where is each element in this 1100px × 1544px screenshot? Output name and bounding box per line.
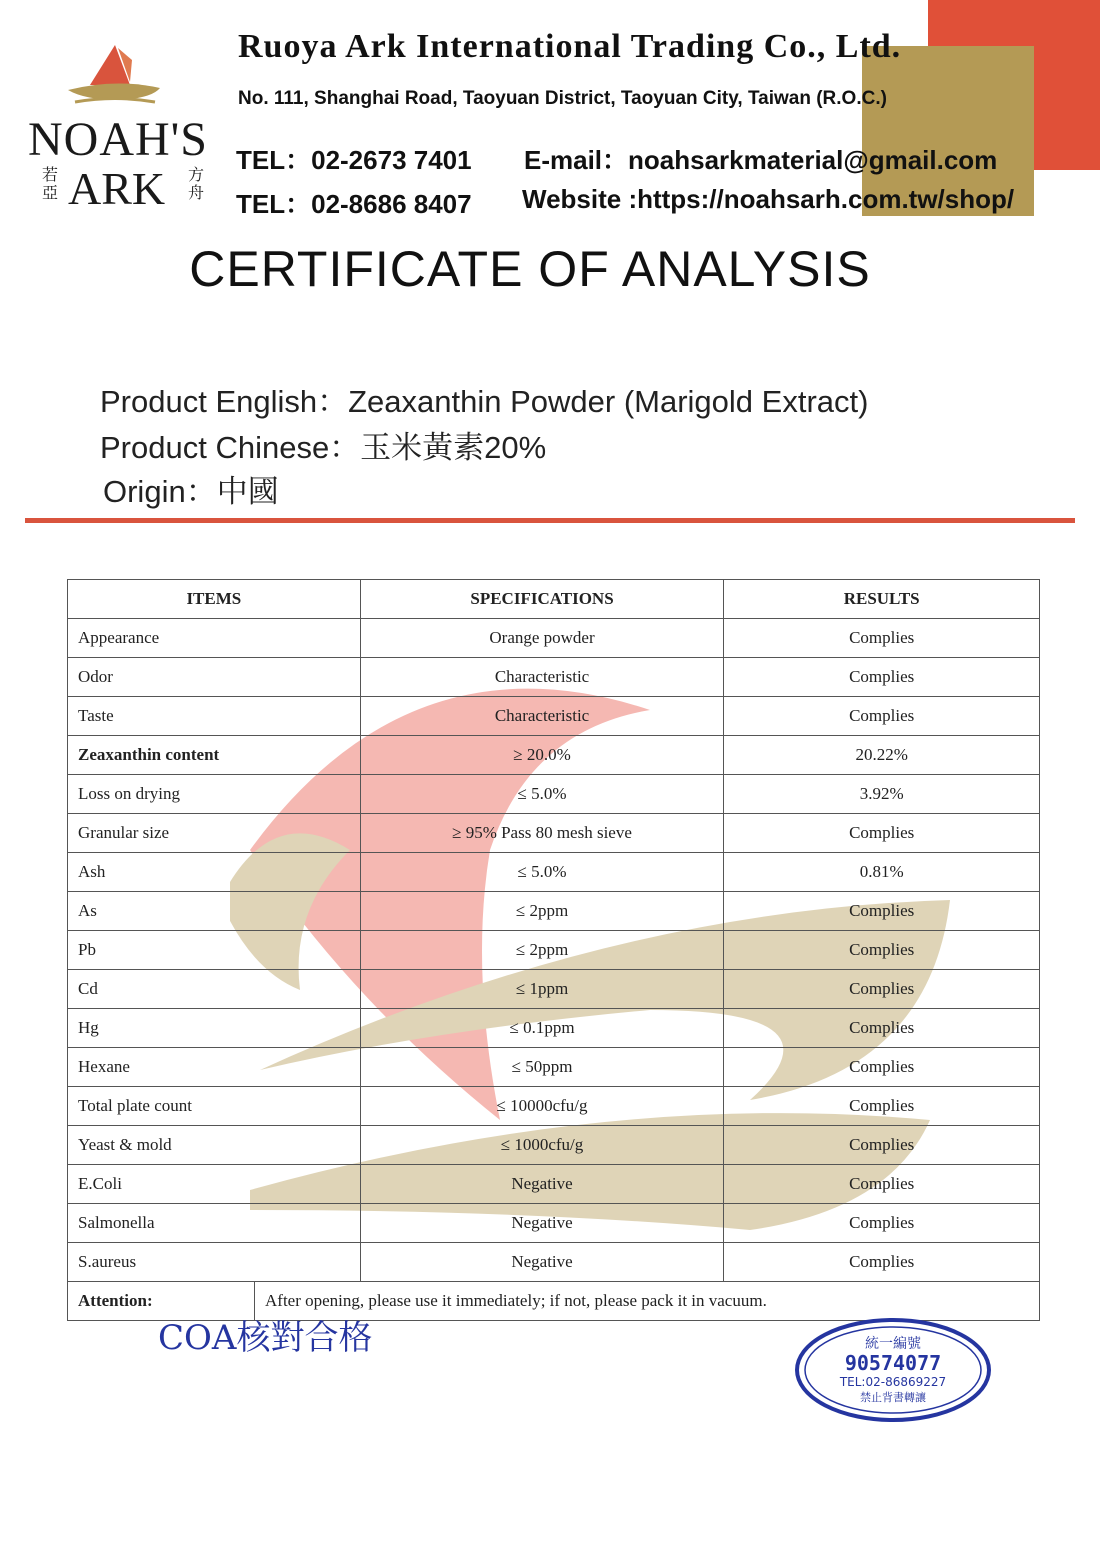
website: Website :https://noahsarh.com.tw/shop/ — [522, 184, 1015, 214]
item-cell: Yeast & mold — [68, 1126, 361, 1165]
col-header-items: ITEMS — [68, 580, 361, 619]
attention-text: After opening, please use it immediately; if not, please pack it in vacuum. — [265, 1291, 767, 1310]
product-origin: Origin：中國 — [103, 474, 279, 509]
company-seal-icon — [793, 1316, 993, 1424]
item-cell: Hg — [68, 1009, 361, 1048]
table-row — [68, 736, 1040, 775]
result-cell: Complies — [724, 970, 1040, 1009]
table-row — [68, 1243, 1040, 1282]
seal-line-1: 統一編號 — [865, 1336, 921, 1352]
seal-line-2: 90574077 — [844, 1351, 942, 1375]
company-address: No. 111, Shanghai Road, Taoyuan District, Taoyuan City, Taiwan (R.O.C.) — [238, 88, 887, 109]
result-cell: Complies — [724, 1009, 1040, 1048]
item-cell: Taste — [68, 697, 361, 736]
table-row — [68, 1087, 1040, 1126]
spec-cell: ≤ 5.0% — [360, 775, 724, 814]
spec-cell: ≤ 1000cfu/g — [360, 1126, 724, 1165]
item-cell: Odor — [68, 658, 361, 697]
col-header-specifications: SPECIFICATIONS — [360, 580, 724, 619]
result-cell: Complies — [724, 697, 1040, 736]
table-row — [68, 1048, 1040, 1087]
item-cell: S.aureus — [68, 1243, 361, 1282]
result-cell: Complies — [724, 1165, 1040, 1204]
item-cell: E.Coli — [68, 1165, 361, 1204]
spec-cell: ≤ 2ppm — [360, 931, 724, 970]
table-row — [68, 697, 1040, 736]
ship-logo-icon — [60, 40, 170, 110]
result-cell: Complies — [724, 1087, 1040, 1126]
logo-wordmark: NOAH'S — [28, 113, 208, 166]
result-cell: Complies — [724, 619, 1040, 658]
tel-1: TEL：02-2673 7401 — [236, 145, 472, 175]
spec-cell: ≤ 0.1ppm — [360, 1009, 724, 1048]
table-row — [68, 1009, 1040, 1048]
spec-cell: Characteristic — [360, 658, 724, 697]
item-cell: Loss on drying — [68, 775, 361, 814]
item-cell: Appearance — [68, 619, 361, 658]
result-cell: Complies — [724, 1126, 1040, 1165]
spec-cell: ≥ 20.0% — [360, 736, 724, 775]
logo-cjk-left: 若亞 — [42, 165, 59, 202]
result-cell: Complies — [724, 1243, 1040, 1282]
item-cell: As — [68, 892, 361, 931]
spec-cell: Characteristic — [360, 697, 724, 736]
spec-cell: Negative — [360, 1243, 724, 1282]
spec-cell: ≤ 5.0% — [360, 853, 724, 892]
table-row — [68, 1165, 1040, 1204]
coa-table — [67, 579, 1040, 1321]
divider — [25, 518, 1075, 523]
col-header-results: RESULTS — [724, 580, 1040, 619]
table-row — [68, 658, 1040, 697]
item-cell: Ash — [68, 853, 361, 892]
product-english: Product English：Zeaxanthin Powder (Marigold Extract) — [100, 384, 869, 419]
logo-cjk-right: 方舟 — [188, 165, 205, 202]
item-cell: Zeaxanthin content — [68, 736, 361, 775]
item-cell: Granular size — [68, 814, 361, 853]
table-row — [68, 1126, 1040, 1165]
company-name: Ruoya Ark International Trading Co., Ltd. — [238, 28, 902, 65]
result-cell: Complies — [724, 814, 1040, 853]
result-cell: Complies — [724, 892, 1040, 931]
result-cell: 20.22% — [724, 736, 1040, 775]
product-chinese: Product Chinese：玉米黃素20% — [100, 430, 547, 465]
table-row — [68, 853, 1040, 892]
table-row — [68, 1204, 1040, 1243]
spec-cell: ≥ 95% Pass 80 mesh sieve — [360, 814, 724, 853]
seal-line-3: TEL:02-86869227 — [839, 1375, 947, 1389]
attention-label: Attention: — [68, 1282, 255, 1320]
item-cell: Cd — [68, 970, 361, 1009]
table-row — [68, 619, 1040, 658]
spec-cell: ≤ 2ppm — [360, 892, 724, 931]
item-cell: Hexane — [68, 1048, 361, 1087]
spec-cell: ≤ 10000cfu/g — [360, 1087, 724, 1126]
spec-cell: ≤ 1ppm — [360, 970, 724, 1009]
result-cell: 3.92% — [724, 775, 1040, 814]
spec-cell: Negative — [360, 1165, 724, 1204]
logo-wordmark-ark: ARK — [68, 163, 166, 214]
spec-cell: Negative — [360, 1204, 724, 1243]
item-cell: Pb — [68, 931, 361, 970]
item-cell: Total plate count — [68, 1087, 361, 1126]
result-cell: 0.81% — [724, 853, 1040, 892]
table-row — [68, 775, 1040, 814]
table-row — [68, 814, 1040, 853]
result-cell: Complies — [724, 658, 1040, 697]
email: E-mail：noahsarkmaterial@gmail.com — [524, 145, 998, 175]
result-cell: Complies — [724, 931, 1040, 970]
item-cell: Salmonella — [68, 1204, 361, 1243]
coa-verified-stamp: COA核對合格 — [158, 1318, 373, 1358]
spec-cell: ≤ 50ppm — [360, 1048, 724, 1087]
result-cell: Complies — [724, 1048, 1040, 1087]
table-row — [68, 892, 1040, 931]
result-cell: Complies — [724, 1204, 1040, 1243]
table-row — [68, 970, 1040, 1009]
table-row — [68, 931, 1040, 970]
tel-2: TEL：02-8686 8407 — [236, 189, 472, 219]
spec-cell: Orange powder — [360, 619, 724, 658]
page-title: CERTIFICATE OF ANALYSIS — [189, 241, 871, 297]
seal-line-4: 禁止背書轉讓 — [860, 1391, 926, 1404]
table-header-row — [68, 580, 1040, 619]
